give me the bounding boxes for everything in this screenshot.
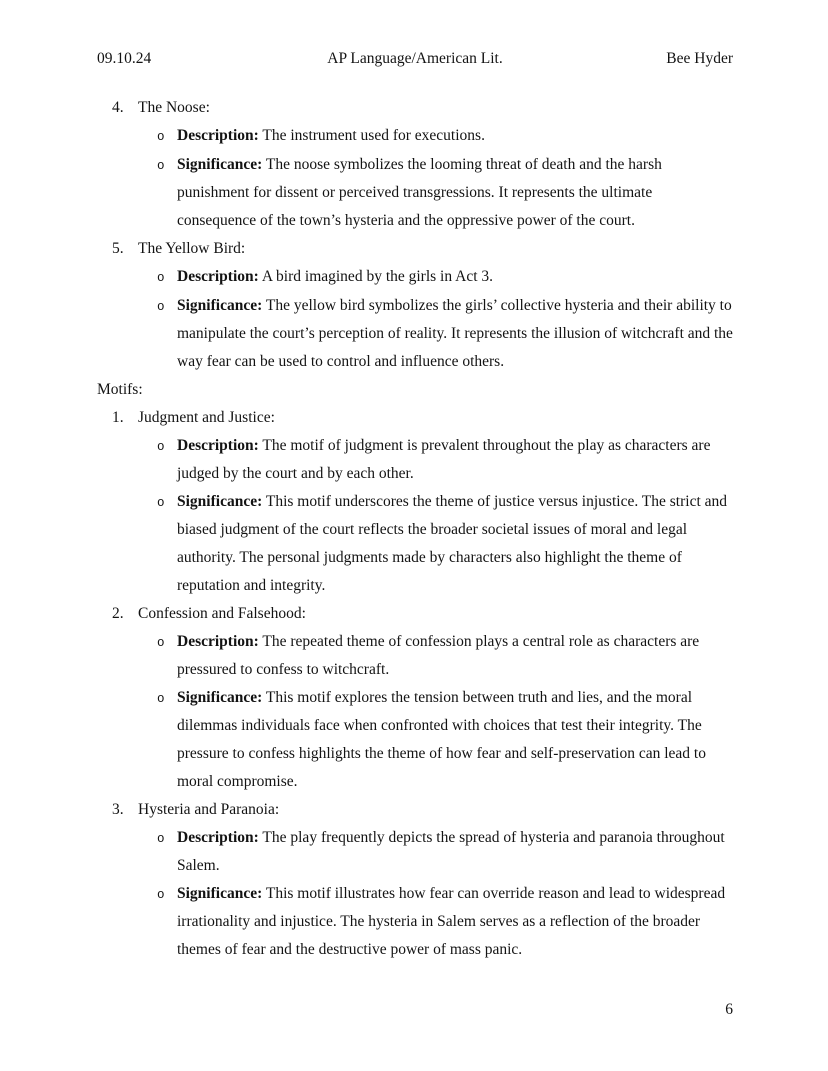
bullet-label: Significance: [177, 156, 263, 173]
circle-bullet-icon: o [157, 159, 165, 173]
bullet-significance [97, 292, 733, 376]
bullet-description [97, 824, 733, 880]
bullet-label: Description: [177, 829, 259, 846]
circle-bullet-icon: o [157, 300, 165, 314]
bullet-significance [97, 880, 733, 964]
page-number: 6 [725, 1001, 733, 1018]
circle-bullet-icon: o [157, 496, 165, 510]
bullet-label: Significance: [177, 885, 263, 902]
bullet-label: Description: [177, 437, 259, 454]
list-item-the-yellow-bird [97, 235, 733, 263]
circle-bullet-icon: o [157, 271, 165, 285]
bullet-text: The motif of judgment is prevalent throughout the play as characters are judged by the court and by each other. [177, 437, 711, 482]
bullet-text-block [177, 151, 733, 235]
circle-bullet-icon: o [157, 130, 165, 144]
bullet-label: Significance: [177, 297, 263, 314]
list-item-number: 1. [112, 409, 124, 426]
motifs-heading: Motifs: [97, 381, 143, 398]
header-date: 09.10.24 [97, 50, 152, 67]
bullet-significance [97, 684, 733, 796]
page-footer [725, 996, 733, 1024]
header-course: AP Language/American Lit. [327, 50, 503, 67]
document-body [97, 94, 733, 964]
bullet-text-block [177, 880, 733, 964]
list-item-number: 5. [112, 240, 124, 257]
bullet-text-block [177, 488, 733, 600]
bullet-text: A bird imagined by the girls in Act 3. [261, 268, 494, 285]
page-header [97, 48, 733, 70]
bullet-description [97, 432, 733, 488]
list-item-confession-and-falsehood [97, 600, 733, 628]
list-item-the-noose [97, 94, 733, 122]
bullet-text: The play frequently depicts the spread of hysteria and paranoia throughout Salem. [177, 829, 725, 874]
bullet-text-block [177, 824, 733, 880]
bullet-text: The repeated theme of confession plays a central role as characters are pressured to confess to witchcraft. [177, 633, 700, 678]
bullet-text: This motif explores the tension between truth and lies, and the moral dilemmas individuals face when confronted with choices that test their integrity. The pressure to confess highlights the theme of how fear and self-preservation can lead to moral compromise. [177, 689, 706, 790]
bullet-description [97, 122, 733, 151]
bullet-significance [97, 488, 733, 600]
circle-bullet-icon: o [157, 832, 165, 846]
bullet-label: Description: [177, 268, 259, 285]
bullet-text-block [177, 628, 733, 684]
circle-bullet-icon: o [157, 692, 165, 706]
header-author: Bee Hyder [666, 50, 733, 67]
bullet-text: The noose symbolizes the looming threat of death and the harsh punishment for dissent or perceived transgressions. It represents the ultimate consequence of the town’s hysteria and the oppressive power of the court. [177, 156, 662, 229]
bullet-label: Significance: [177, 493, 263, 510]
bullet-text: This motif illustrates how fear can override reason and lead to widespread irrationality and injustice. The hysteria in Salem serves as a reflection of the broader themes of fear and the destructive power of mass panic. [177, 885, 726, 958]
list-item-title: Judgment and Justice: [138, 409, 275, 426]
bullet-text-block [177, 432, 733, 488]
list-item-number: 2. [112, 605, 124, 622]
bullet-label: Significance: [177, 689, 263, 706]
bullet-text-block [177, 263, 733, 291]
list-item-title: Hysteria and Paranoia: [138, 801, 280, 818]
list-item-title: Confession and Falsehood: [138, 605, 306, 622]
bullet-description [97, 628, 733, 684]
list-item-number: 3. [112, 801, 124, 818]
bullet-text: This motif underscores the theme of justice versus injustice. The strict and biased judgment of the court reflects the broader societal issues of moral and legal authority. The personal judgments made by characters also highlight the theme of reputation and integrity. [177, 493, 728, 594]
list-item-number: 4. [112, 99, 124, 116]
bullet-description [97, 263, 733, 292]
list-item-title: The Noose: [138, 99, 210, 116]
circle-bullet-icon: o [157, 440, 165, 454]
bullet-text: The instrument used for executions. [262, 127, 485, 144]
bullet-label: Description: [177, 633, 259, 650]
bullet-text-block [177, 122, 733, 150]
list-item-title: The Yellow Bird: [138, 240, 246, 257]
bullet-significance [97, 151, 733, 235]
list-item-hysteria-and-paranoia [97, 796, 733, 824]
bullet-text: The yellow bird symbolizes the girls’ collective hysteria and their ability to manipulate the court’s perception of reality. It represents the illusion of witchcraft and the way fear can be used to control and influence others. [177, 297, 733, 370]
bullet-text-block [177, 292, 733, 376]
list-item-judgment-and-justice [97, 404, 733, 432]
circle-bullet-icon: o [157, 888, 165, 902]
bullet-label: Description: [177, 127, 259, 144]
bullet-text-block [177, 684, 733, 796]
circle-bullet-icon: o [157, 636, 165, 650]
